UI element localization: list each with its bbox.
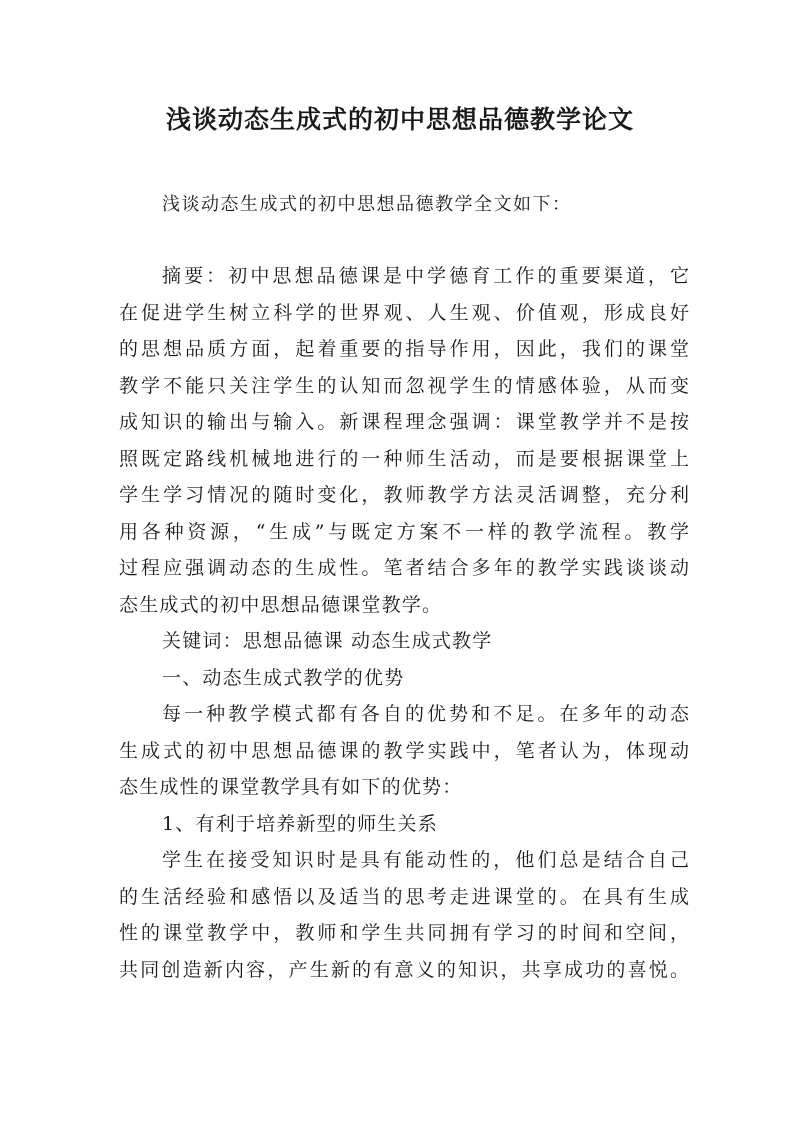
body-line: 的生活经验和感悟以及适当的思考走进课堂的。在具有生成: [119, 885, 689, 908]
body-line: 生成式的初中思想品德课的教学实践中，笔者认为，体现动: [119, 739, 689, 762]
body-line: 关键词：思想品德课 动态生成式教学: [162, 630, 493, 652]
body-line: 教学不能只关注学生的认知而忽视学生的情感体验，从而变: [119, 374, 689, 397]
document-title: 浅谈动态生成式的初中思想品德教学论文: [165, 105, 634, 134]
body-line: 一、动态生成式教学的优势: [162, 666, 405, 689]
body-line: 学生学习情况的随时变化，教师教学方法灵活调整，充分利: [119, 484, 689, 506]
body-line: 1、有利于培养新型的师生关系: [162, 812, 438, 835]
intro-line: 浅谈动态生成式的初中思想品德教学全文如下：: [162, 194, 572, 215]
body-line: 态生成式的初中思想品德课堂教学。: [119, 593, 443, 616]
body-line: 摘要：初中思想品德课是中学德育工作的重要渠道，它: [162, 265, 689, 287]
body-line: 过程应强调动态的生成性。笔者结合多年的教学实践谈谈动: [119, 557, 689, 579]
body-line: 成知识的输出与输入。新课程理念强调：课堂教学并不是按: [119, 411, 689, 433]
body-line: 在促进学生树立科学的世界观、人生观、价值观，形成良好: [119, 301, 689, 324]
body-line: 学生在接受知识时是具有能动性的，他们总是结合自己: [162, 849, 689, 871]
body-line: 性的课堂教学中，教师和学生共同拥有学习的时间和空间，: [119, 922, 689, 944]
body-line: 照既定路线机械地进行的一种师生活动，而是要根据课堂上: [119, 447, 689, 470]
body-line: 的思想品质方面，起着重要的指导作用，因此，我们的课堂: [119, 338, 689, 360]
body-line: 每一种教学模式都有各自的优势和不足。在多年的动态: [162, 703, 689, 725]
body-text: [119, 258, 689, 988]
body-line: 共同创造新内容，产生新的有意义的知识，共享成功的喜悦。: [119, 958, 689, 981]
body-line: 用各种资源，“生成”与既定方案不一样的教学流程。教学: [119, 520, 689, 543]
body-line: 态生成性的课堂教学具有如下的优势：: [119, 776, 463, 798]
